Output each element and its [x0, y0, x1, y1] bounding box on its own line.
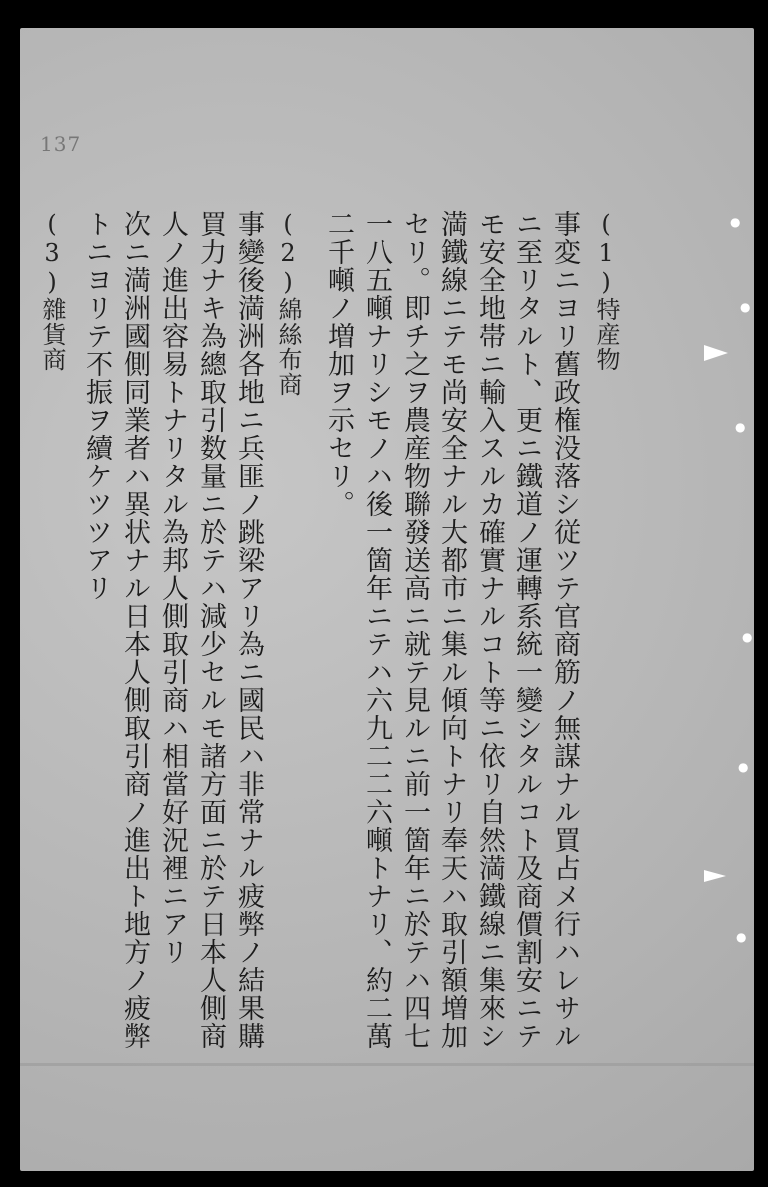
- speck: ●: [738, 760, 749, 774]
- text-column: 買力ナキ為總取引数量ニ於テハ減少セルモ諸方面ニ於テ日本人側商: [195, 210, 226, 1050]
- text-column: ニ至リタルト、更ニ鐵道ノ運轉系統一變シタルコト及商價割安ニテ: [511, 210, 542, 1050]
- heading-3: (3)雜貨商: [38, 210, 66, 372]
- speck: ●: [740, 300, 751, 314]
- speck: ●: [742, 630, 753, 644]
- text-column: 満鐵線ニテモ尚安全ナル大都市ニ集ル傾向トナリ奉天ハ取引額増加: [436, 210, 467, 1050]
- text-column: 二千噸ノ増加ヲ示セリ。: [323, 210, 354, 518]
- text-column: セリ。即チ之ヲ農産物聯發送高ニ就テ見ルニ前一箇年ニ於テハ四七: [399, 210, 430, 1050]
- pointer-mark: [704, 870, 726, 882]
- text-column: トニヨリテ不振ヲ續ケツツアリ: [81, 210, 112, 602]
- speck: ●: [730, 215, 741, 229]
- page-number: 137: [40, 132, 82, 156]
- text-column: 人ノ進出容易トナリタル為邦人側取引商ハ相當好況裡ニアリ: [157, 210, 188, 966]
- heading-2: (2)綿絲布商: [274, 210, 302, 397]
- text-column: 事変ニヨリ舊政権没落シ従ツテ官商筋ノ無謀ナル買占メ行ハレサル: [549, 210, 580, 1050]
- text-column: モ安全地帯ニ輸入スルカ確實ナルコト等ニ依リ自然満鐵線ニ集來シ: [474, 210, 505, 1050]
- speck: ●: [736, 930, 747, 944]
- text-column: 事變後満洲各地ニ兵匪ノ跳梁アリ為ニ國民ハ非常ナル疲弊ノ結果購: [233, 210, 264, 1050]
- page-fold-line: [20, 1063, 754, 1066]
- pointer-mark: [704, 345, 728, 361]
- text-column: 一八五噸ナリシモノハ後一箇年ニテハ六九二二六噸トナリ、約二萬: [361, 210, 392, 1050]
- heading-1: (1)特産物: [592, 210, 620, 372]
- speck: ●: [735, 420, 746, 434]
- text-column: 次ニ満洲國側同業者ハ異状ナル日本人側取引商ノ進出ト地方ノ疲弊: [119, 210, 150, 1050]
